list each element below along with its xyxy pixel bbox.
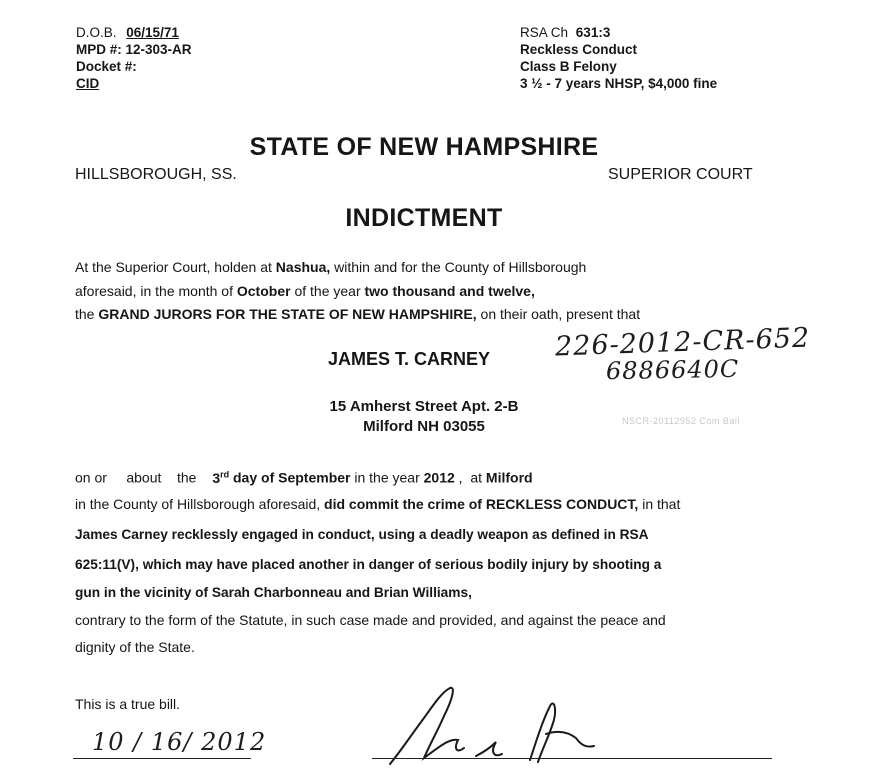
intro-text: of the year [290,283,365,299]
dob-label: D.O.B. [76,25,117,40]
handwritten-date: 10 / 16/ 2012 [92,728,267,756]
charge-line-3: James Carney recklessly engaged in conduct, using a deadly weapon as defined in RSA [75,527,649,542]
charge-line-2 [75,496,680,513]
intro-text: within and for the County of Hillsborough [330,259,587,275]
document-title: INDICTMENT [345,204,503,232]
offense: Reckless Conduct [520,42,638,57]
intro-text: aforesaid, in the month of [75,283,237,299]
intro-text: the [75,306,99,322]
signature-stroke [390,688,464,764]
closing-line-2: dignity of the State. [75,639,195,655]
day-number: 3 [212,469,221,486]
rsa-label: RSA Ch [520,25,569,40]
court-location: Nashua, [275,259,331,275]
signature-stroke [476,742,502,756]
rsa-value: 631:3 [575,25,611,40]
charge-text: , at [454,469,486,486]
charge-text: in the County of Hillsborough aforesaid, [75,496,325,512]
foreperson-signature-line [372,758,772,759]
charge-line-4: 625:11(V), which may have placed another in danger of serious bodily injury by shooting a [75,557,662,572]
cid-label: CID [76,76,100,91]
defendant-address-1: 15 Amherst Street Apt. 2-B [329,398,519,415]
mpd-number: MPD #: 12-303-AR [76,42,192,57]
date-signature-line [73,758,251,759]
crime-statement: did commit the crime of RECKLESS CONDUCT, [324,496,639,512]
intro-line-2 [75,283,535,300]
faint-stamp: NSCR-20112952 Com Bail [622,416,740,426]
state-title: STATE OF NEW HAMPSHIRE [249,133,599,161]
signature-stroke [530,703,594,762]
rsa-line [520,24,610,41]
charge-text: in the year [350,469,424,486]
intro-text: At the Superior Court, holden at [75,259,276,275]
grand-jurors: GRAND JURORS FOR THE STATE OF NEW HAMPSHIRE, [98,306,477,322]
defendant-address-2: Milford NH 03055 [363,418,485,435]
dob-line [76,24,179,41]
intro-text: on their oath, present that [476,306,641,322]
signature-graphic [380,682,620,768]
defendant-name: JAMES T. CARNEY [328,349,491,369]
charge-month: day of September [233,469,351,486]
charge-year: 2012 [423,469,455,486]
day-suffix: rd [220,469,230,479]
charge-text: on or about the [75,469,197,486]
county-label: HILLSBOROUGH, SS. [75,166,237,183]
dob-value: 06/15/71 [126,25,179,40]
year-text: two thousand and twelve, [364,283,535,299]
charge-text: in that [638,496,681,512]
intro-line-3 [75,306,640,323]
charge-day [212,470,229,486]
intro-line-1 [75,259,586,276]
offense-class: Class B Felony [520,59,617,74]
court-label: SUPERIOR COURT [608,166,753,183]
closing-line-1: contrary to the form of the Statute, in such case made and provided, and against the peace and [75,612,666,628]
charge-line-1 [75,466,533,487]
handwritten-case-number: 226-2012-CR-652 [554,322,811,363]
true-bill-label: This is a true bill. [75,696,181,712]
handwritten-id-number: 6886640C [605,354,740,386]
penalty: 3 ½ - 7 years NHSP, $4,000 fine [520,76,718,91]
charge-place: Milford [485,469,533,486]
charge-line-5: gun in the vicinity of Sarah Charbonneau and Brian Williams, [75,585,472,600]
month: October [236,283,291,299]
docket-label: Docket #: [76,59,137,74]
